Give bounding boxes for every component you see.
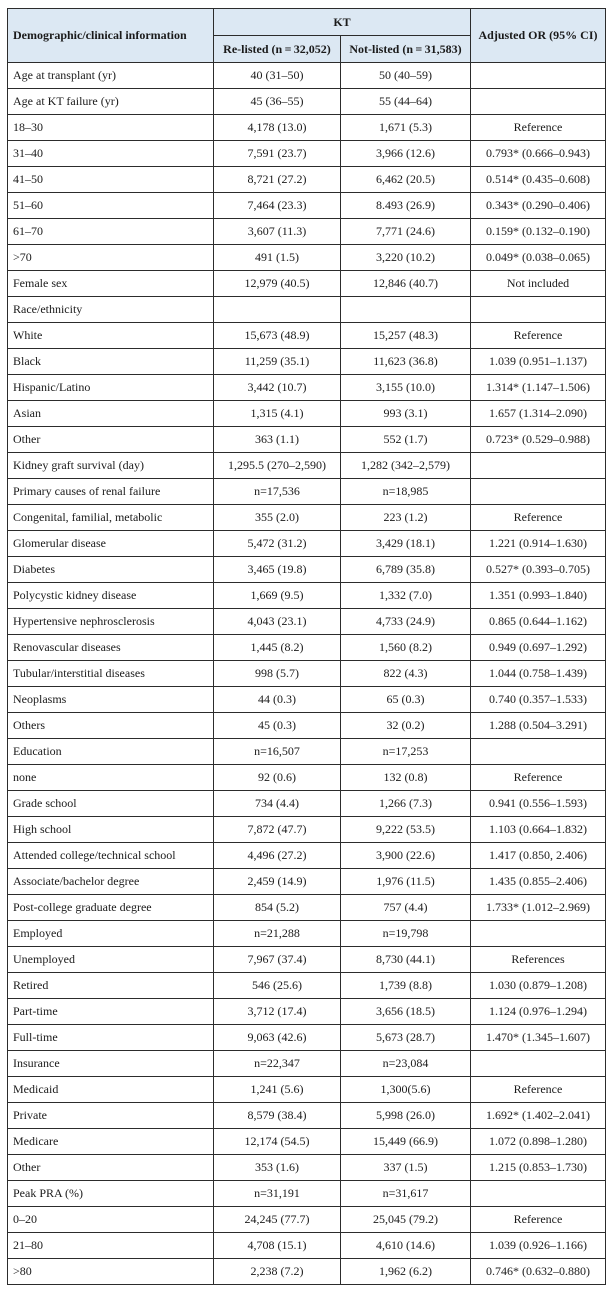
row-label: Post-college graduate degree [8, 895, 214, 921]
data-table [7, 8, 606, 1285]
row-label: Peak PRA (%) [8, 1181, 214, 1207]
cell-adjusted-or: Reference [471, 323, 606, 349]
table-row [8, 557, 606, 583]
row-label: Race/ethnicity [8, 297, 214, 323]
row-label: 31–40 [8, 141, 214, 167]
table-row [8, 531, 606, 557]
cell-adjusted-or: 1.288 (0.504–3.291) [471, 713, 606, 739]
cell-notlisted: 3,155 (10.0) [341, 375, 471, 401]
cell-relisted: 355 (2.0) [214, 505, 341, 531]
row-label: Retired [8, 973, 214, 999]
cell-notlisted: 4,733 (24.9) [341, 609, 471, 635]
cell-notlisted: 1,739 (8.8) [341, 973, 471, 999]
table-row [8, 245, 606, 271]
table-row [8, 401, 606, 427]
table-row [8, 505, 606, 531]
cell-adjusted-or: 1.692* (1.402–2.041) [471, 1103, 606, 1129]
cell-adjusted-or: 1.314* (1.147–1.506) [471, 375, 606, 401]
cell-notlisted: 3,656 (18.5) [341, 999, 471, 1025]
cell-adjusted-or: 0.514* (0.435–0.608) [471, 167, 606, 193]
header-kt-group: KT [214, 9, 471, 36]
cell-adjusted-or: 1.435 (0.855–2.406) [471, 869, 606, 895]
cell-relisted: 1,669 (9.5) [214, 583, 341, 609]
table-row [8, 63, 606, 89]
row-label: White [8, 323, 214, 349]
table-row [8, 1207, 606, 1233]
cell-relisted: 12,979 (40.5) [214, 271, 341, 297]
cell-adjusted-or: Reference [471, 505, 606, 531]
cell-relisted: 854 (5.2) [214, 895, 341, 921]
table-row [8, 141, 606, 167]
cell-notlisted: 7,771 (24.6) [341, 219, 471, 245]
cell-relisted: 734 (4.4) [214, 791, 341, 817]
cell-adjusted-or: 0.793* (0.666–0.943) [471, 141, 606, 167]
cell-adjusted-or [471, 1181, 606, 1207]
cell-notlisted [341, 297, 471, 323]
table-row [8, 947, 606, 973]
cell-notlisted: 993 (3.1) [341, 401, 471, 427]
cell-adjusted-or: 1.124 (0.976–1.294) [471, 999, 606, 1025]
cell-notlisted: 32 (0.2) [341, 713, 471, 739]
cell-notlisted: 3,966 (12.6) [341, 141, 471, 167]
cell-adjusted-or: 1.215 (0.853–1.730) [471, 1155, 606, 1181]
row-label: Hispanic/Latino [8, 375, 214, 401]
cell-relisted: 3,465 (19.8) [214, 557, 341, 583]
cell-adjusted-or: References [471, 947, 606, 973]
header-adjusted-or: Adjusted OR (95% CI) [471, 9, 606, 63]
cell-adjusted-or [471, 89, 606, 115]
table-row [8, 115, 606, 141]
row-label: Kidney graft survival (day) [8, 453, 214, 479]
table-row [8, 843, 606, 869]
cell-relisted: 4,708 (15.1) [214, 1233, 341, 1259]
row-label: Associate/bachelor degree [8, 869, 214, 895]
cell-adjusted-or: Reference [471, 1207, 606, 1233]
cell-relisted: 24,245 (77.7) [214, 1207, 341, 1233]
table-row [8, 349, 606, 375]
table-row [8, 193, 606, 219]
cell-notlisted: 1,976 (11.5) [341, 869, 471, 895]
cell-adjusted-or: Reference [471, 115, 606, 141]
cell-adjusted-or: 0.159* (0.132–0.190) [471, 219, 606, 245]
table-row [8, 271, 606, 297]
table-row [8, 323, 606, 349]
cell-relisted: 353 (1.6) [214, 1155, 341, 1181]
table-row [8, 1051, 606, 1077]
cell-relisted: 45 (0.3) [214, 713, 341, 739]
row-label: Others [8, 713, 214, 739]
cell-notlisted: 132 (0.8) [341, 765, 471, 791]
row-label: Diabetes [8, 557, 214, 583]
table-body [8, 63, 606, 1285]
table-row [8, 1025, 606, 1051]
row-label: High school [8, 817, 214, 843]
cell-notlisted: 25,045 (79.2) [341, 1207, 471, 1233]
table-header [8, 9, 606, 63]
cell-relisted [214, 297, 341, 323]
table-row [8, 921, 606, 947]
cell-adjusted-or: 0.343* (0.290–0.406) [471, 193, 606, 219]
table-row [8, 89, 606, 115]
cell-relisted: 7,872 (47.7) [214, 817, 341, 843]
row-label: Other [8, 1155, 214, 1181]
cell-relisted: 3,607 (11.3) [214, 219, 341, 245]
cell-adjusted-or [471, 297, 606, 323]
cell-adjusted-or: 0.941 (0.556–1.593) [471, 791, 606, 817]
row-label: Full-time [8, 1025, 214, 1051]
cell-notlisted: n=19,798 [341, 921, 471, 947]
cell-notlisted: 552 (1.7) [341, 427, 471, 453]
cell-relisted: 11,259 (35.1) [214, 349, 341, 375]
cell-adjusted-or [471, 739, 606, 765]
cell-notlisted: 6,462 (20.5) [341, 167, 471, 193]
cell-relisted: 4,496 (27.2) [214, 843, 341, 869]
row-label: Black [8, 349, 214, 375]
cell-relisted: 3,442 (10.7) [214, 375, 341, 401]
table-row [8, 713, 606, 739]
cell-relisted: 998 (5.7) [214, 661, 341, 687]
row-label: Medicaid [8, 1077, 214, 1103]
table-row [8, 1129, 606, 1155]
table-row [8, 1155, 606, 1181]
cell-adjusted-or: 1.657 (1.314–2.090) [471, 401, 606, 427]
cell-relisted: 4,178 (13.0) [214, 115, 341, 141]
cell-adjusted-or: 1.030 (0.879–1.208) [471, 973, 606, 999]
cell-relisted: 92 (0.6) [214, 765, 341, 791]
cell-notlisted: 15,257 (48.3) [341, 323, 471, 349]
cell-adjusted-or: 1.470* (1.345–1.607) [471, 1025, 606, 1051]
table-row [8, 1259, 606, 1285]
cell-adjusted-or [471, 479, 606, 505]
row-label: Part-time [8, 999, 214, 1025]
cell-adjusted-or: 0.527* (0.393–0.705) [471, 557, 606, 583]
cell-relisted: 9,063 (42.6) [214, 1025, 341, 1051]
cell-notlisted: n=17,253 [341, 739, 471, 765]
table-row [8, 1103, 606, 1129]
cell-notlisted: 8,730 (44.1) [341, 947, 471, 973]
cell-adjusted-or [471, 921, 606, 947]
row-label: Employed [8, 921, 214, 947]
cell-notlisted: 8.493 (26.9) [341, 193, 471, 219]
cell-notlisted: 1,282 (342–2,579) [341, 453, 471, 479]
cell-adjusted-or: 1.221 (0.914–1.630) [471, 531, 606, 557]
cell-relisted: n=31,191 [214, 1181, 341, 1207]
table-row [8, 635, 606, 661]
cell-notlisted: 1,332 (7.0) [341, 583, 471, 609]
cell-relisted: 5,472 (31.2) [214, 531, 341, 557]
cell-adjusted-or: 1.039 (0.926–1.166) [471, 1233, 606, 1259]
cell-adjusted-or: 1.103 (0.664–1.832) [471, 817, 606, 843]
cell-adjusted-or: 1.044 (0.758–1.439) [471, 661, 606, 687]
cell-notlisted: 5,998 (26.0) [341, 1103, 471, 1129]
table-row [8, 167, 606, 193]
cell-notlisted: 337 (1.5) [341, 1155, 471, 1181]
table-row [8, 1181, 606, 1207]
cell-relisted: 7,464 (23.3) [214, 193, 341, 219]
cell-relisted: 8,579 (38.4) [214, 1103, 341, 1129]
cell-notlisted: 55 (44–64) [341, 89, 471, 115]
table-row [8, 583, 606, 609]
cell-notlisted: 1,671 (5.3) [341, 115, 471, 141]
row-label: Polycystic kidney disease [8, 583, 214, 609]
cell-relisted: 546 (25.6) [214, 973, 341, 999]
table-row [8, 765, 606, 791]
row-label: Education [8, 739, 214, 765]
cell-relisted: 7,591 (23.7) [214, 141, 341, 167]
row-label: Primary causes of renal failure [8, 479, 214, 505]
cell-notlisted: 6,789 (35.8) [341, 557, 471, 583]
header-demographic: Demographic/clinical information [8, 9, 214, 63]
row-label: 18–30 [8, 115, 214, 141]
cell-relisted: 1,295.5 (270–2,590) [214, 453, 341, 479]
cell-relisted: 1,315 (4.1) [214, 401, 341, 427]
cell-adjusted-or: 0.746* (0.632–0.880) [471, 1259, 606, 1285]
cell-adjusted-or [471, 453, 606, 479]
cell-relisted: 7,967 (37.4) [214, 947, 341, 973]
table-row [8, 973, 606, 999]
row-label: 41–50 [8, 167, 214, 193]
row-label: Other [8, 427, 214, 453]
cell-adjusted-or: Not included [471, 271, 606, 297]
cell-notlisted: 1,300(5.6) [341, 1077, 471, 1103]
row-label: Congenital, familial, metabolic [8, 505, 214, 531]
cell-adjusted-or [471, 63, 606, 89]
row-label: Tubular/interstitial diseases [8, 661, 214, 687]
header-relisted: Re-listed (n = 32,052) [214, 36, 341, 63]
row-label: Age at transplant (yr) [8, 63, 214, 89]
cell-relisted: 363 (1.1) [214, 427, 341, 453]
cell-notlisted: n=31,617 [341, 1181, 471, 1207]
cell-adjusted-or: 1.072 (0.898–1.280) [471, 1129, 606, 1155]
cell-notlisted: 12,846 (40.7) [341, 271, 471, 297]
cell-notlisted: 65 (0.3) [341, 687, 471, 713]
cell-notlisted: 9,222 (53.5) [341, 817, 471, 843]
cell-relisted: 15,673 (48.9) [214, 323, 341, 349]
row-label: Female sex [8, 271, 214, 297]
cell-relisted: 2,459 (14.9) [214, 869, 341, 895]
table-row [8, 895, 606, 921]
cell-relisted: 1,445 (8.2) [214, 635, 341, 661]
cell-adjusted-or: 0.723* (0.529–0.988) [471, 427, 606, 453]
cell-notlisted: 3,220 (10.2) [341, 245, 471, 271]
row-label: Unemployed [8, 947, 214, 973]
cell-relisted: 44 (0.3) [214, 687, 341, 713]
cell-notlisted: 822 (4.3) [341, 661, 471, 687]
cell-notlisted: 15,449 (66.9) [341, 1129, 471, 1155]
cell-adjusted-or: Reference [471, 1077, 606, 1103]
table-row [8, 479, 606, 505]
cell-adjusted-or: Reference [471, 765, 606, 791]
cell-notlisted: 1,962 (6.2) [341, 1259, 471, 1285]
cell-relisted: 12,174 (54.5) [214, 1129, 341, 1155]
row-label: 51–60 [8, 193, 214, 219]
table-row [8, 375, 606, 401]
table-row [8, 453, 606, 479]
row-label: 0–20 [8, 1207, 214, 1233]
row-label: Medicare [8, 1129, 214, 1155]
cell-adjusted-or: 1.417 (0.850, 2.406) [471, 843, 606, 869]
cell-notlisted: n=18,985 [341, 479, 471, 505]
cell-notlisted: 50 (40–59) [341, 63, 471, 89]
table-row [8, 791, 606, 817]
row-label: Private [8, 1103, 214, 1129]
table-row [8, 687, 606, 713]
cell-adjusted-or: 1.039 (0.951–1.137) [471, 349, 606, 375]
cell-notlisted: 1,560 (8.2) [341, 635, 471, 661]
cell-notlisted: 4,610 (14.6) [341, 1233, 471, 1259]
cell-notlisted: 5,673 (28.7) [341, 1025, 471, 1051]
row-label: 21–80 [8, 1233, 214, 1259]
table-row [8, 999, 606, 1025]
row-label: Glomerular disease [8, 531, 214, 557]
header-notlisted: Not-listed (n = 31,583) [341, 36, 471, 63]
cell-relisted: 2,238 (7.2) [214, 1259, 341, 1285]
table-row [8, 661, 606, 687]
table-row [8, 1233, 606, 1259]
table-row [8, 739, 606, 765]
cell-notlisted: 11,623 (36.8) [341, 349, 471, 375]
table-row [8, 609, 606, 635]
cell-adjusted-or: 0.949 (0.697–1.292) [471, 635, 606, 661]
row-label: 61–70 [8, 219, 214, 245]
cell-relisted: 1,241 (5.6) [214, 1077, 341, 1103]
table-row [8, 219, 606, 245]
cell-relisted: n=22,347 [214, 1051, 341, 1077]
table-row [8, 297, 606, 323]
row-label: Grade school [8, 791, 214, 817]
cell-relisted: n=21,288 [214, 921, 341, 947]
row-label: Age at KT failure (yr) [8, 89, 214, 115]
cell-relisted: 40 (31–50) [214, 63, 341, 89]
cell-relisted: n=17,536 [214, 479, 341, 505]
cell-notlisted: 757 (4.4) [341, 895, 471, 921]
row-label: Renovascular diseases [8, 635, 214, 661]
cell-notlisted: 223 (1.2) [341, 505, 471, 531]
cell-adjusted-or: 0.740 (0.357–1.533) [471, 687, 606, 713]
cell-adjusted-or: 0.049* (0.038–0.065) [471, 245, 606, 271]
cell-adjusted-or: 0.865 (0.644–1.162) [471, 609, 606, 635]
cell-relisted: n=16,507 [214, 739, 341, 765]
row-label: Attended college/technical school [8, 843, 214, 869]
cell-relisted: 491 (1.5) [214, 245, 341, 271]
table-row [8, 427, 606, 453]
row-label: Asian [8, 401, 214, 427]
row-label: Hypertensive nephrosclerosis [8, 609, 214, 635]
cell-adjusted-or: 1.351 (0.993–1.840) [471, 583, 606, 609]
table-row [8, 1077, 606, 1103]
cell-notlisted: n=23,084 [341, 1051, 471, 1077]
cell-relisted: 8,721 (27.2) [214, 167, 341, 193]
row-label: >80 [8, 1259, 214, 1285]
cell-notlisted: 3,900 (22.6) [341, 843, 471, 869]
cell-notlisted: 1,266 (7.3) [341, 791, 471, 817]
row-label: Insurance [8, 1051, 214, 1077]
cell-relisted: 4,043 (23.1) [214, 609, 341, 635]
cell-relisted: 45 (36–55) [214, 89, 341, 115]
cell-adjusted-or: 1.733* (1.012–2.969) [471, 895, 606, 921]
row-label: >70 [8, 245, 214, 271]
row-label: none [8, 765, 214, 791]
cell-adjusted-or [471, 1051, 606, 1077]
cell-notlisted: 3,429 (18.1) [341, 531, 471, 557]
cell-relisted: 3,712 (17.4) [214, 999, 341, 1025]
table-row [8, 869, 606, 895]
table-row [8, 817, 606, 843]
row-label: Neoplasms [8, 687, 214, 713]
